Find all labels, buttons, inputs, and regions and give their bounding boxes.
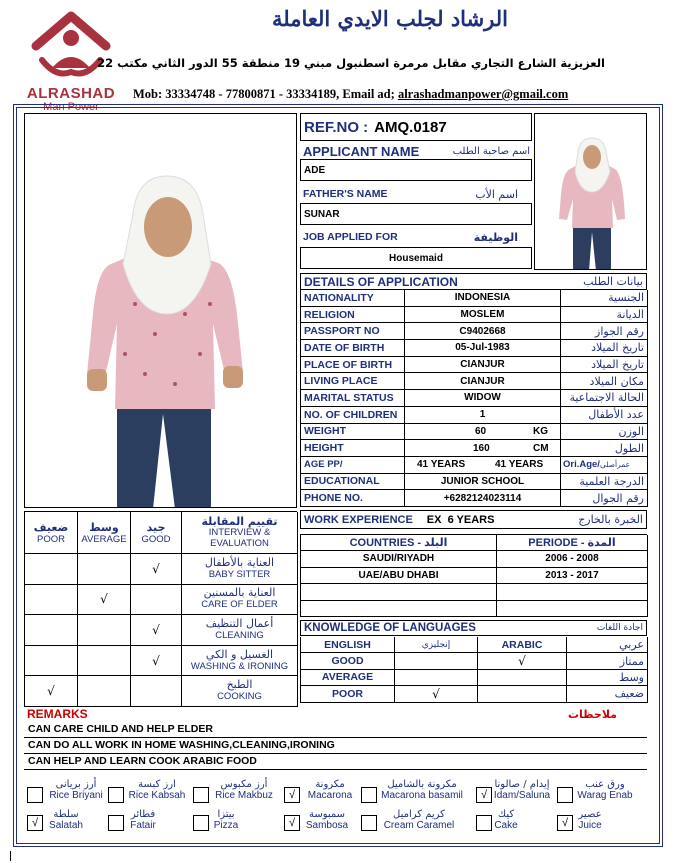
- languages-title: KNOWLEDGE OF LANGUAGES: [304, 622, 476, 634]
- work-experience-label-ar: الخبرة بالخارج: [578, 513, 643, 526]
- applicant-figure-small: [535, 114, 647, 270]
- applicant-small-photo: [534, 113, 647, 270]
- lang-arabic-good: √: [478, 653, 567, 669]
- eval-row-2-average: [78, 615, 131, 646]
- detail-label-ar: الديانة: [561, 307, 648, 324]
- eval-title: INTERVIEW & EVALUATION: [208, 527, 271, 549]
- age-ori-value: 41 YEARS: [495, 459, 544, 471]
- eval-row-4-good: [131, 676, 182, 707]
- applicant-figure: [25, 114, 297, 508]
- experience-empty: [497, 601, 648, 618]
- work-experience-label: WORK EXPERIENCE: [304, 513, 413, 526]
- food-ar: أرز مكبوس: [220, 779, 268, 790]
- food-en: Fatair: [130, 820, 156, 831]
- educational-label-ar: الدرجة العلمية: [561, 474, 648, 491]
- eval-row-0-good: √: [131, 554, 182, 585]
- phone-label: PHONE NO.: [301, 490, 405, 507]
- food-checkbox[interactable]: √: [284, 787, 300, 803]
- lang-english-header: ENGLISH: [301, 637, 395, 653]
- food-en: Warag Enab: [577, 790, 633, 801]
- applicant-name-label: APPLICANT NAME: [303, 143, 420, 159]
- father-name-label-row: [300, 186, 532, 202]
- father-name-label-ar: اسم الأب: [475, 187, 518, 201]
- contact-phones: Mob: 33334748 - 77800871 - 33334189, Email ad;: [133, 87, 398, 101]
- detail-label: RELIGION: [301, 307, 405, 324]
- food-checkbox[interactable]: √: [557, 815, 573, 831]
- lang-average-label-ar: وسط: [567, 670, 648, 686]
- food-ar: مكرونة: [315, 779, 345, 790]
- eval-row-4-skill: [182, 676, 298, 707]
- job-field: [300, 247, 532, 269]
- height-unit: CM: [533, 442, 549, 454]
- skill-en: COOKING: [217, 691, 262, 703]
- detail-label-ar: تاريخ الميلاد: [561, 357, 648, 374]
- father-name-label: FATHER'S NAME: [303, 188, 388, 200]
- lang-arabic-header-ar: عربي: [567, 637, 648, 653]
- food-ar: فطائر: [130, 809, 156, 820]
- age-label-cell: [301, 457, 405, 474]
- detail-value: MOSLEM: [405, 307, 561, 324]
- languages-table: [300, 637, 647, 703]
- height-label: HEIGHT: [301, 440, 405, 457]
- address-ar: العزيزية الشارع التجاري مقابل مرمرة اسطنبول مبني 19 منطقة 55 الدور الثاني مكتب 22: [97, 56, 605, 70]
- detail-label-ar: الحالة الاجتماعية: [561, 390, 648, 407]
- food-ar: ارز كبسة: [138, 779, 176, 790]
- page-marker: [10, 851, 11, 861]
- experience-period: 2013 - 2017: [497, 568, 648, 585]
- skill-ar: الغسيل و الكي: [205, 647, 274, 661]
- eval-row-3-skill: [182, 646, 298, 677]
- eval-row-4-average: [78, 676, 131, 707]
- skill-en: CARE OF ELDER: [201, 599, 278, 611]
- ref-box: [300, 113, 532, 141]
- food-ar: إيدام / صالونا: [494, 779, 550, 790]
- skill-ar: أعمال التنظيف: [205, 616, 274, 630]
- evaluation-table: [24, 511, 297, 707]
- eval-row-3-poor: [25, 646, 78, 677]
- food-en: Rice Makbuz: [215, 790, 273, 801]
- detail-value: C9402668: [405, 323, 561, 340]
- detail-value: CIANJUR: [405, 373, 561, 390]
- skill-en: WASHING & IRONING: [190, 660, 289, 672]
- job-label-ar: الوظيفة: [473, 230, 518, 244]
- eval-row-4-poor: √: [25, 676, 78, 707]
- lang-good-label-ar: ممتاز: [567, 653, 648, 669]
- work-experience-value: EX 6 YEARS: [426, 513, 495, 526]
- remarks-label-ar: ملاحظات: [568, 707, 617, 721]
- detail-label-ar: الجنسية: [561, 290, 648, 307]
- job-label-row: [300, 229, 532, 245]
- eval-poor-ar: ضعيف: [33, 520, 69, 534]
- experience-period: 2006 - 2008: [497, 551, 648, 568]
- detail-label: LIVING PLACE: [301, 373, 405, 390]
- details-title-ar: بيانات الطلب: [583, 275, 643, 288]
- skill-ar: العناية بالأطفال: [204, 555, 275, 569]
- languages-title-ar: اجادة اللغات: [596, 623, 643, 633]
- food-ar: بيتزا: [217, 809, 235, 820]
- age-label-right: Ori.Age/: [563, 459, 600, 471]
- eval-row-0-average: [78, 554, 131, 585]
- food-checkbox[interactable]: √: [476, 787, 492, 803]
- eval-good-ar: جيد: [146, 520, 166, 534]
- eval-row-2-skill: [182, 615, 298, 646]
- experience-empty: [301, 584, 497, 601]
- detail-value: 05-Jul-1983: [405, 340, 561, 357]
- food-ar: ورق عنب: [585, 779, 625, 790]
- age-values-cell: [405, 457, 561, 474]
- lang-english-good: [395, 653, 478, 669]
- detail-value: WIDOW: [405, 390, 561, 407]
- skill-ar: العناية بالمسنين: [203, 586, 276, 600]
- weight-label: WEIGHT: [301, 424, 405, 441]
- food-en: Macarona basamil: [381, 790, 463, 801]
- ref-label: REF.NO :: [304, 118, 369, 136]
- detail-label-ar: رقم الجواز: [561, 323, 648, 340]
- experience-empty: [497, 584, 648, 601]
- lang-poor-label-ar: ضعيف: [567, 686, 648, 702]
- height-value-cell: [405, 440, 561, 457]
- countries-header: COUNTRIES - البلد: [301, 535, 497, 551]
- weight-value: 60: [475, 425, 487, 437]
- food-ar: سمبوسة: [308, 809, 346, 820]
- remark-line: CAN DO ALL WORK IN HOME WASHING,CLEANING,IRONING: [24, 738, 647, 754]
- detail-label: NATIONALITY: [301, 290, 405, 307]
- experience-country: SAUDI/RIYADH: [301, 551, 497, 568]
- detail-label: PASSPORT NO: [301, 323, 405, 340]
- lang-arabic-poor: [478, 686, 567, 702]
- applicant-name-label-ar: اسم صاحبة الطلب: [452, 145, 530, 157]
- eval-row-3-average: [78, 646, 131, 677]
- lang-english-header-ar: إنجليزي: [395, 637, 478, 653]
- phone-value: +6282124023114: [405, 490, 561, 507]
- food-ar: سلطة: [53, 809, 79, 820]
- food-en: Rice Briyani: [49, 790, 103, 801]
- eval-good-label: GOOD: [141, 533, 171, 545]
- educational-label: EDUCATIONAL: [301, 474, 405, 491]
- ref-value: AMQ.0187: [374, 118, 447, 136]
- father-name-field: [300, 203, 532, 225]
- eval-poor-label: POOR: [37, 533, 65, 545]
- eval-header-good: [131, 512, 182, 554]
- languages-title-row: [300, 620, 647, 636]
- detail-label: DATE OF BIRTH: [301, 340, 405, 357]
- weight-label-ar: الوزن: [561, 424, 648, 441]
- detail-label: MARITAL STATUS: [301, 390, 405, 407]
- eval-row-0-skill: [182, 554, 298, 585]
- remarks-label: REMARKS: [27, 707, 88, 721]
- eval-header-average: [78, 512, 131, 554]
- weight-value-cell: [405, 424, 561, 441]
- lang-english-average: [395, 670, 478, 686]
- job-value: Housemaid: [389, 252, 443, 264]
- eval-row-1-skill: [182, 585, 298, 616]
- lang-poor-label: POOR: [301, 686, 395, 702]
- lang-arabic-average: [478, 670, 567, 686]
- food-ar: أرز بریانی: [55, 779, 97, 790]
- applicant-full-photo: [24, 113, 297, 508]
- food-checkbox[interactable]: √: [27, 815, 43, 831]
- lang-english-poor: √: [395, 686, 478, 702]
- contact-email[interactable]: alrashadmanpower@gmail.com: [397, 87, 569, 101]
- eval-header-title: [182, 512, 298, 554]
- detail-value: 1: [405, 407, 561, 424]
- food-ar: مكرونة بالشاميل: [387, 779, 457, 790]
- father-name-value: SUNAR: [304, 208, 340, 220]
- food-en: Cream Caramel: [383, 820, 455, 831]
- food-en: Rice Kabsah: [128, 790, 186, 801]
- skill-en: BABY SITTER: [208, 568, 271, 580]
- details-title-row: [300, 273, 647, 290]
- weight-unit: KG: [533, 425, 548, 437]
- age-pp-value: 41 YEARS: [417, 459, 466, 471]
- food-ar: كيك: [497, 809, 515, 820]
- detail-label: NO. OF CHILDREN: [301, 407, 405, 424]
- eval-row-1-average: √: [78, 585, 131, 616]
- experience-table: [300, 534, 647, 617]
- applicant-name-label-row: [300, 143, 532, 159]
- height-label-ar: الطول: [561, 440, 648, 457]
- remark-line: CAN CARE CHILD AND HELP ELDER: [24, 722, 647, 738]
- food-ar: عصير: [578, 809, 602, 820]
- detail-label: PLACE OF BIRTH: [301, 357, 405, 374]
- food-en: Cake: [494, 820, 518, 831]
- eval-row-2-good: √: [131, 615, 182, 646]
- eval-row-1-poor: [25, 585, 78, 616]
- experience-country: UAE/ABU DHABI: [301, 568, 497, 585]
- skill-en: CLEANING: [215, 629, 264, 641]
- contact-line: [133, 87, 648, 102]
- food-en: Juice: [578, 820, 602, 831]
- details-table: [300, 290, 647, 507]
- eval-row-1-good: [131, 585, 182, 616]
- lang-average-label: AVERAGE: [301, 670, 395, 686]
- detail-label-ar: عدد الأطفال: [561, 407, 648, 424]
- applicant-name-value: ADE: [304, 164, 326, 176]
- height-value: 160: [473, 442, 490, 454]
- detail-value: CIANJUR: [405, 357, 561, 374]
- eval-header-poor: [25, 512, 78, 554]
- age-label-right-cell: [561, 457, 648, 474]
- food-en: Sambosa: [305, 820, 349, 831]
- detail-value: INDONESIA: [405, 290, 561, 307]
- job-label: JOB APPLIED FOR: [303, 231, 398, 243]
- experience-empty: [301, 601, 497, 618]
- logo-name: ALRASHAD: [26, 85, 116, 102]
- eval-row-2-poor: [25, 615, 78, 646]
- food-en: Salatah: [49, 820, 83, 831]
- remarks-header: [24, 706, 647, 722]
- lang-good-label: GOOD: [301, 653, 395, 669]
- period-header: PERIODE - المدة: [497, 535, 648, 551]
- food-ar: كريم كراميل: [393, 809, 445, 820]
- food-en: Pizza: [213, 820, 239, 831]
- remark-line: CAN HELP AND LEARN COOK ARABIC FOOD: [24, 754, 647, 770]
- eval-average-label: AVERAGE: [81, 533, 127, 545]
- food-en: Idam/Saluna: [493, 790, 551, 801]
- age-label-right-ar: عمرأصلى: [599, 460, 631, 470]
- details-title: DETAILS OF APPLICATION: [304, 274, 458, 289]
- logo-subtitle: Man Power: [43, 101, 99, 113]
- eval-average-ar: وسط: [89, 520, 119, 534]
- remarks-lines: [24, 722, 647, 770]
- educational-value: JUNIOR SCHOOL: [405, 474, 561, 491]
- eval-row-3-good: √: [131, 646, 182, 677]
- work-experience-row: [300, 510, 647, 529]
- age-label: AGE PP/: [304, 459, 343, 471]
- detail-label-ar: تاريخ الميلاد: [561, 340, 648, 357]
- lang-arabic-header: ARABIC: [478, 637, 567, 653]
- phone-label-ar: رقم الجوال: [561, 490, 648, 507]
- company-name-ar: الرشاد لجلب الايدي العاملة: [272, 6, 508, 31]
- food-checkbox[interactable]: √: [284, 815, 300, 831]
- food-en: Macarona: [307, 790, 353, 801]
- eval-row-0-poor: [25, 554, 78, 585]
- detail-label-ar: مكان الميلاد: [561, 373, 648, 390]
- skill-ar: الطبخ: [226, 678, 253, 692]
- applicant-name-field: [300, 159, 532, 181]
- eval-title-ar: تقييم المقابلة: [201, 515, 278, 528]
